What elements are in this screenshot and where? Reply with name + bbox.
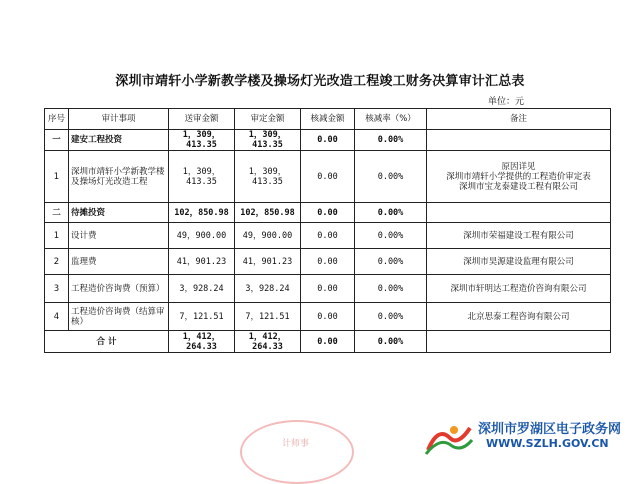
watermark-logo-block: [424, 418, 634, 458]
row-note: 深圳市轩明达工程造价咨询有限公司: [427, 275, 611, 303]
row-no: 2: [45, 249, 69, 275]
header-item: 审计事项: [69, 109, 169, 130]
row-reduction: 0.00: [301, 223, 355, 249]
row-approved: 7，121.51: [235, 303, 301, 331]
row-rate: 0.00%: [355, 151, 427, 203]
luohu-egov-logo-icon: [424, 420, 474, 458]
row-reduction: 0.00: [301, 203, 355, 223]
watermark-site-name: 深圳市罗湖区电子政务网: [478, 422, 622, 437]
table-row: [45, 249, 611, 275]
row-reduction: 0.00: [301, 275, 355, 303]
header-rate: 核减率（%）: [355, 109, 427, 130]
total-rate: 0.00%: [355, 331, 427, 353]
row-submitted: 7，121.51: [169, 303, 235, 331]
watermark-site-url: WWW.SZLH.GOV.CN: [486, 437, 609, 450]
row-note: [427, 130, 611, 151]
row-reduction: 0.00: [301, 151, 355, 203]
header-note: 备注: [427, 109, 611, 130]
row-item: 待摊投资: [69, 203, 169, 223]
row-reduction: 0.00: [301, 130, 355, 151]
row-no: 4: [45, 303, 69, 331]
row-note: 深圳市昊源建设监理有限公司: [427, 249, 611, 275]
header-reduction: 核减金额: [301, 109, 355, 130]
header-approved: 审定金额: [235, 109, 301, 130]
row-reduction: 0.00: [301, 249, 355, 275]
row-note: [427, 203, 611, 223]
unit-label: 单位：元: [488, 97, 525, 107]
row-item: 设计费: [69, 223, 169, 249]
row-note: 深圳市荣福建设工程有限公司: [427, 223, 611, 249]
table-header-row: [45, 109, 611, 130]
row-approved: 1，309，413.35: [235, 151, 301, 203]
row-note: 北京思泰工程咨询有限公司: [427, 303, 611, 331]
row-submitted: 41，901.23: [169, 249, 235, 275]
row-no: 1: [45, 151, 69, 203]
row-no: 3: [45, 275, 69, 303]
row-item: 深圳市靖轩小学新教学楼及操场灯光改造工程: [69, 151, 169, 203]
row-reduction: 0.00: [301, 303, 355, 331]
row-submitted: 49，900.00: [169, 223, 235, 249]
total-reduction: 0.00: [301, 331, 355, 353]
total-label: 合 计: [45, 331, 169, 353]
row-item: 工程造价咨询费（结算审核）: [69, 303, 169, 331]
row-submitted: 1，309，413.35: [169, 151, 235, 203]
row-approved: 49，900.00: [235, 223, 301, 249]
row-rate: 0.00%: [355, 130, 427, 151]
total-row: [45, 331, 611, 353]
row-approved: 3，928.24: [235, 275, 301, 303]
audit-summary-table: [44, 108, 611, 353]
header-no: 序号: [45, 109, 69, 130]
table-row: [45, 203, 611, 223]
table-row: [45, 151, 611, 203]
row-submitted: 1，309，413.35: [169, 130, 235, 151]
row-submitted: 3，928.24: [169, 275, 235, 303]
official-seal-stamp: [240, 420, 354, 484]
total-note: [427, 331, 611, 353]
row-item: 建安工程投资: [69, 130, 169, 151]
table-row: [45, 303, 611, 331]
row-item: 工程造价咨询费（预算）: [69, 275, 169, 303]
row-rate: 0.00%: [355, 275, 427, 303]
row-submitted: 102，850.98: [169, 203, 235, 223]
header-submitted: 送审金额: [169, 109, 235, 130]
seal-text: 计师事: [282, 439, 310, 449]
total-approved: 1，412，264.33: [235, 331, 301, 353]
row-approved: 41，901.23: [235, 249, 301, 275]
row-approved: 102，850.98: [235, 203, 301, 223]
total-submitted: 1，412，264.33: [169, 331, 235, 353]
row-rate: 0.00%: [355, 203, 427, 223]
row-approved: 1，309，413.35: [235, 130, 301, 151]
document-title: 深圳市靖轩小学新教学楼及操场灯光改造工程竣工财务决算审计汇总表: [115, 74, 525, 89]
row-note: 原因详见 深圳市靖轩小学提供的工程造价审定表 深圳市宝龙泰建设工程有限公司: [427, 151, 611, 203]
row-item: 监理费: [69, 249, 169, 275]
row-no: 二: [45, 203, 69, 223]
row-no: 1: [45, 223, 69, 249]
table-row: [45, 223, 611, 249]
row-rate: 0.00%: [355, 303, 427, 331]
row-rate: 0.00%: [355, 249, 427, 275]
table-row: [45, 130, 611, 151]
table-row: [45, 275, 611, 303]
row-rate: 0.00%: [355, 223, 427, 249]
row-no: 一: [45, 130, 69, 151]
